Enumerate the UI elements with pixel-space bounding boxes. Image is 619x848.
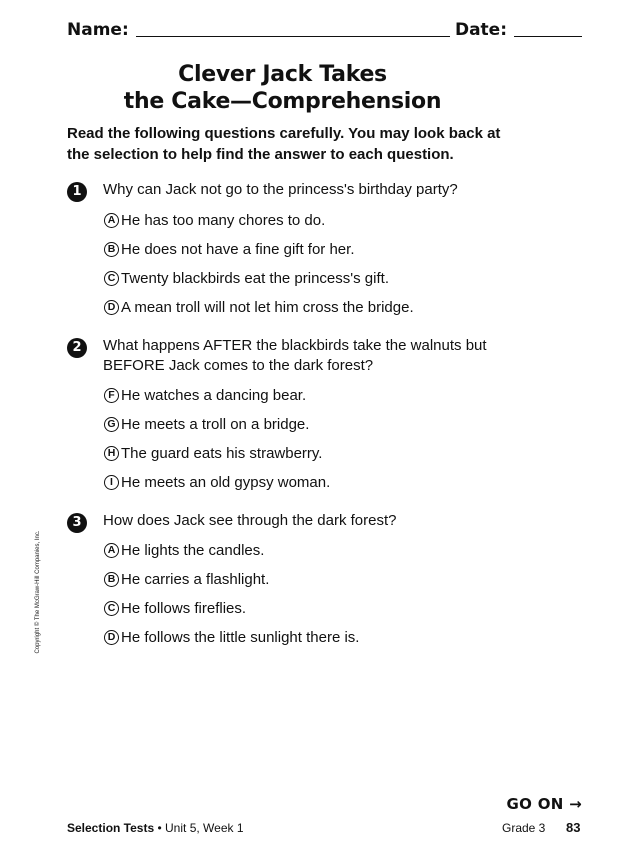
name-date-header (67, 16, 582, 40)
answer-bubble[interactable]: D (104, 630, 119, 645)
answer-bubble[interactable]: I (104, 475, 119, 490)
page-title (110, 61, 455, 115)
answer-bubble[interactable]: A (104, 543, 119, 558)
answer-bubble[interactable]: D (104, 300, 119, 315)
question-text: Why can Jack not go to the princess's birthday party? (103, 181, 458, 198)
question-number-badge: 1 (67, 182, 87, 202)
title-line-2: the Cake—Comprehension (123, 89, 442, 114)
answer-bubble[interactable]: C (104, 601, 119, 616)
title-line-1: Clever Jack Takes (178, 62, 387, 87)
answer-option[interactable] (104, 540, 264, 560)
answer-option[interactable] (104, 239, 354, 259)
answer-text: He follows the little sunlight there is. (121, 628, 360, 646)
answer-bubble[interactable]: F (104, 388, 119, 403)
answer-option[interactable] (104, 598, 246, 618)
answer-text: He meets a troll on a bridge. (121, 415, 310, 433)
answer-text: A mean troll will not let him cross the bridge. (121, 298, 414, 316)
answer-option[interactable] (104, 627, 359, 647)
answer-bubble[interactable]: B (104, 572, 119, 587)
footer-bullet: • (154, 821, 166, 835)
footer-grade: Grade 3 (502, 821, 546, 835)
name-label: Name: (67, 20, 129, 40)
answer-option[interactable] (104, 414, 309, 434)
answer-bubble[interactable]: A (104, 213, 119, 228)
answer-bubble[interactable]: C (104, 271, 119, 286)
answer-option[interactable] (104, 297, 414, 317)
question-number-badge: 3 (67, 513, 87, 533)
answer-text: The guard eats his strawberry. (121, 444, 323, 462)
answer-bubble[interactable]: B (104, 242, 119, 257)
answer-option[interactable] (104, 569, 269, 589)
footer-series (67, 821, 244, 835)
answer-text: He watches a dancing bear. (121, 386, 307, 404)
date-label: Date: (454, 20, 507, 40)
answer-text: He has too many chores to do. (121, 211, 326, 229)
answer-option[interactable] (104, 443, 322, 463)
instructions: Read the following questions carefully. You may look back at the selection to help find the answer to each question. (67, 125, 501, 163)
answer-bubble[interactable]: H (104, 446, 119, 461)
copyright-notice: Copyright © The McGraw-Hill Companies, Inc. (35, 530, 41, 654)
footer-series-title: Selection Tests (67, 821, 155, 835)
answer-option[interactable] (104, 210, 325, 230)
question-text: How does Jack see through the dark forest? (103, 512, 397, 529)
page-number: 83 (566, 820, 581, 835)
answer-text: He lights the candles. (121, 541, 265, 559)
answer-text: He carries a flashlight. (121, 570, 270, 588)
answer-bubble[interactable]: G (104, 417, 119, 432)
question-text: What happens AFTER the blackbirds take the walnuts but BEFORE Jack comes to the dark forest? (103, 337, 487, 374)
answer-text: He meets an old gypsy woman. (121, 473, 331, 491)
answer-text: Twenty blackbirds eat the princess's gift. (121, 269, 389, 287)
footer-unit: Unit 5, Week 1 (165, 821, 244, 835)
go-on-indicator: GO ON → (506, 795, 582, 813)
answer-option[interactable] (104, 472, 330, 492)
answer-text: He follows fireflies. (121, 599, 247, 617)
answer-option[interactable] (104, 268, 389, 288)
question-number-badge: 2 (67, 338, 87, 358)
answer-option[interactable] (104, 385, 306, 405)
date-field-line[interactable] (514, 35, 582, 37)
name-field-line[interactable] (136, 35, 450, 37)
answer-text: He does not have a fine gift for her. (121, 240, 355, 258)
